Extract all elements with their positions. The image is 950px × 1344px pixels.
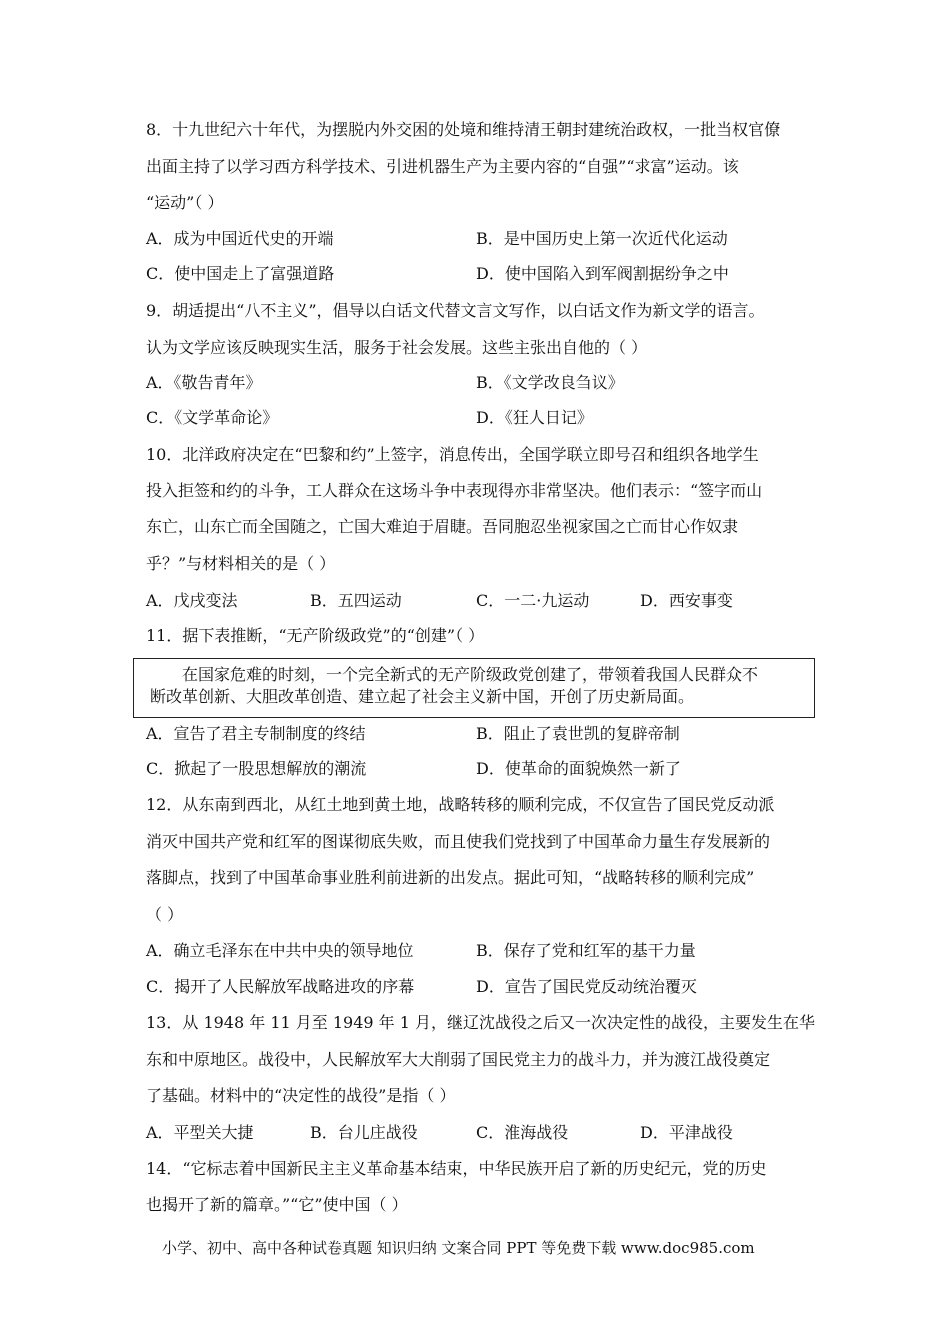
q11-material-box (133, 658, 815, 718)
q10-line-2: 投入拒签和约的斗争，工人群众在这场斗争中表现得亦非常坚决。他们表示：“签字而山 (146, 481, 763, 500)
q9-option-d[interactable]: D．《狂人日记》 (476, 408, 593, 427)
q8-option-d[interactable]: D．使中国陷入到军阀割据纷争之中 (476, 264, 729, 283)
q11-option-a[interactable]: A．宣告了君主专制制度的终结 (146, 724, 366, 743)
q11-option-d[interactable]: D．使革命的面貌焕然一新了 (476, 759, 681, 778)
q12-option-d[interactable]: D．宣告了国民党反动统治覆灭 (476, 977, 697, 996)
q10-line-3: 东亡，山东亡而全国随之，亡国大难迫于眉睫。吾同胞忍坐视家国之亡而甘心作奴隶 (146, 517, 739, 536)
q12-option-b[interactable]: B．保存了党和红军的基干力量 (476, 941, 696, 960)
q9-option-b[interactable]: B．《文学改良刍议》 (476, 373, 624, 392)
q10-option-d[interactable]: D．西安事变 (640, 591, 733, 610)
q11-box-line-2: 断改革创新、大胆改革创造、建立起了社会主义新中国，开创了历史新局面。 (150, 687, 695, 706)
q8-line-3: “运动”（ ） (146, 193, 224, 212)
q12-option-a[interactable]: A．确立毛泽东在中共中央的领导地位 (146, 941, 414, 960)
q12-line-1: 12．从东南到西北，从红土地到黄土地，战略转移的顺利完成，不仅宣告了国民党反动派 (146, 795, 775, 814)
q10-option-a[interactable]: A．戊戌变法 (146, 591, 238, 610)
q13-line-1: 13．从 1948 年 11 月至 1949 年 1 月，继辽沈战役之后又一次决定性的战役，主要发生在华 (146, 1013, 816, 1032)
q13-option-c[interactable]: C．淮海战役 (476, 1123, 569, 1142)
q13-line-2: 东和中原地区。战役中，人民解放军大大削弱了国民党主力的战斗力，并为渡江战役奠定 (146, 1050, 771, 1069)
q13-option-b[interactable]: B．台儿庄战役 (310, 1123, 418, 1142)
q10-line-1: 10．北洋政府决定在“巴黎和约”上签字，消息传出，全国学联立即号召和组织各地学生 (146, 445, 759, 464)
q12-option-c[interactable]: C．揭开了人民解放军战略进攻的序幕 (146, 977, 415, 996)
q11-option-b[interactable]: B．阻止了袁世凯的复辟帝制 (476, 724, 680, 743)
q12-line-3: 落脚点，找到了中国革命事业胜利前进新的出发点。据此可知，“战略转移的顺利完成” (146, 868, 755, 887)
q12-line-4: （ ） (146, 905, 184, 924)
q9-line-2: 认为文学应该反映现实生活，服务于社会发展。这些主张出自他的（ ） (146, 338, 648, 357)
q11-box-line-1: 在国家危难的时刻，一个完全新式的无产阶级政党创建了，带领着我国人民群众不 (182, 665, 759, 684)
q10-option-c[interactable]: C．一二·九运动 (476, 591, 590, 610)
q13-option-d[interactable]: D．平津战役 (640, 1123, 733, 1142)
q9-line-1: 9．胡适提出“八不主义”，倡导以白话文代替文言文写作，以白话文作为新文学的语言。 (146, 301, 765, 320)
page-footer: 小学、初中、高中各种试卷真题 知识归纳 文案合同 PPT 等免费下载 www.doc985.com (162, 1239, 755, 1257)
q8-option-c[interactable]: C．使中国走上了富强道路 (146, 264, 335, 283)
q11-line-1: 11．据下表推断，“无产阶级政党”的“创建”（ ） (146, 626, 485, 645)
q9-option-a[interactable]: A．《敬告青年》 (146, 373, 262, 392)
q11-option-c[interactable]: C．掀起了一股思想解放的潮流 (146, 759, 367, 778)
q9-option-c[interactable]: C．《文学革命论》 (146, 408, 279, 427)
q14-line-1: 14．“它标志着中国新民主主义革命基本结束，中华民族开启了新的历史纪元，党的历史 (146, 1159, 767, 1178)
q8-line-1: 8．十九世纪六十年代，为摆脱内外交困的处境和维持清王朝封建统治政权，一批当权官僚 (146, 120, 781, 139)
q13-line-3: 了基础。材料中的“决定性的战役”是指（ ） (146, 1086, 456, 1105)
q8-option-a[interactable]: A．成为中国近代史的开端 (146, 229, 334, 248)
q8-option-b[interactable]: B．是中国历史上第一次近代化运动 (476, 229, 728, 248)
q10-line-4: 乎？”与材料相关的是（ ） (146, 554, 336, 573)
q12-line-2: 消灭中国共产党和红军的图谋彻底失败，而且使我们党找到了中国革命力量生存发展新的 (146, 832, 771, 851)
q13-option-a[interactable]: A．平型关大捷 (146, 1123, 254, 1142)
q8-line-2: 出面主持了以学习西方科学技术、引进机器生产为主要内容的“自强”“求富”运动。该 (146, 157, 739, 176)
q14-line-2: 也揭开了新的篇章。”“它”使中国（ ） (146, 1195, 408, 1214)
q10-option-b[interactable]: B．五四运动 (310, 591, 402, 610)
